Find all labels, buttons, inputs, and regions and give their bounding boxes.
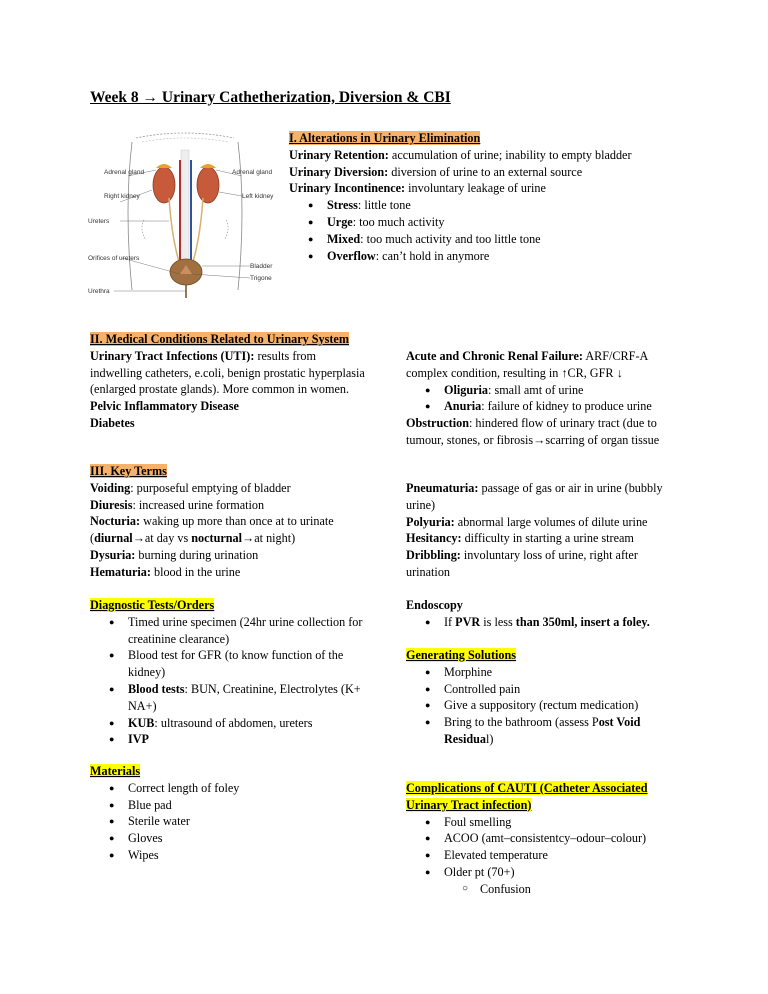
diagram-label-bladder: Bladder [250,263,273,270]
list-item: ● Anuria: failure of kidney to produce urine [406,398,686,415]
section-medical-conditions-left [90,331,370,432]
section-medical-conditions-right [406,348,686,449]
page-title: Week 8 → Urinary Cathetherization, Diversion & CBI [90,89,451,106]
renal-failure-paragraph: Acute and Chronic Renal Failure: ARF/CRF-A complex condition, resulting in ↑CR, GFR ↓ [406,349,648,380]
diagnostic-list [90,614,370,748]
term-nocturia: Nocturia: waking up more than once at to urinate (diurnal→at day vs nocturnal→at night) [90,514,334,546]
list-item: ● ACOO (amt–consistentcy–odour–colour) [406,830,696,847]
section-key-terms-right [406,480,678,581]
section-alterations [289,130,729,264]
term-voiding: Voiding: purposeful emptying of bladder [90,480,291,495]
section-materials [90,763,370,864]
section-diagnostic [90,597,370,748]
section-heading-complications: Complications of CAUTI (Catheter Associated Urinary Tract infection) [406,781,648,812]
pid-line: Pelvic Inflammatory Disease [90,399,239,414]
incontinence-types-list [289,197,729,264]
diagram-label-trigone: Trigone [250,275,272,282]
section-heading-generating: Generating Solutions [406,648,517,662]
term-polyuria: Polyuria: abnormal large volumes of dilute urine [406,514,648,529]
urinary-system-illustration [84,130,274,300]
section-key-terms-left [90,463,370,581]
diagram-label-urethra: Urethra [88,288,110,295]
list-item: ● Older pt (70+) [406,864,696,881]
diagram-label-orifices: Orifices of ureters [88,255,140,262]
section-generating-solutions [406,647,686,748]
list-item: ● Overflow: can’t hold in anymore [289,248,729,265]
line-diversion: Urinary Diversion: diversion of urine to an external source [289,164,583,179]
list-item: ● Oliguria: small amt of urine [406,382,686,399]
diagram-label-right-kidney: Right kidney [104,193,140,200]
list-item: ● Blood test for GFR (to know function of the kidney) [90,647,370,681]
list-item: ● Morphine [406,664,686,681]
list-item: ● Elevated temperature [406,847,696,864]
urinary-system-diagram [84,130,274,300]
list-item: ● Bring to the bathroom (assess Post Void Residual) [406,714,686,748]
generating-list [406,664,686,748]
section-heading-medical-conditions: II. Medical Conditions Related to Urinary System [90,332,349,346]
diagram-label-left-kidney: Left kidney [242,193,274,200]
list-item: ● Urge: too much activity [289,214,729,231]
list-item: ○ Confusion [406,881,696,898]
uti-paragraph: Urinary Tract Infections (UTI): results from indwelling catheters, e.coli, benign prostatic hyperplasia (enlarged prostate glands). More common in women. [90,348,365,397]
list-item: ● Foul smelling [406,814,696,831]
list-item: ● Timed urine specimen (24hr urine collection for creatinine clearance) [90,614,370,648]
section-endoscopy [406,597,696,631]
section-heading-materials: Materials [90,764,141,778]
list-item: ● Controlled pain [406,681,686,698]
diagram-label-ureters: Ureters [88,218,110,225]
list-item: ● Sterile water [90,813,370,830]
renal-failure-list [406,382,686,416]
term-pneumaturia: Pneumaturia: passage of gas or air in urine (bubbly urine) [406,481,663,512]
term-hesitancy: Hesitancy: difficulty in starting a urine stream [406,531,634,546]
materials-list [90,780,370,864]
list-item: ● Wipes [90,847,370,864]
obstruction-paragraph: Obstruction: hindered flow of urinary tract (due to tumour, stones, or fibrosis→scarring of organ tissue [406,416,660,447]
list-item: ● Blue pad [90,797,370,814]
complications-list [406,814,696,898]
diabetes-line: Diabetes [90,415,135,430]
term-dribbling: Dribbling: involuntary loss of urine, right after urination [406,548,638,579]
list-item: ● If PVR is less than 350ml, insert a foley. [406,614,696,631]
section-heading-endoscopy: Endoscopy [406,598,463,612]
term-diuresis: Diuresis: increased urine formation [90,497,265,512]
list-item: ● Blood tests: BUN, Creatinine, Electrolytes (K+ NA+) [90,681,370,715]
line-retention: Urinary Retention: accumulation of urine; inability to empty bladder [289,147,632,162]
line-incontinence: Urinary Incontinence: involuntary leakage of urine [289,181,546,196]
term-dysuria: Dysuria: burning during urination [90,547,259,562]
list-item: ● IVP [90,731,370,748]
list-item: ● Correct length of foley [90,780,370,797]
endoscopy-list [406,614,696,631]
list-item: ● Mixed: too much activity and too little tone [289,231,729,248]
term-hematuria: Hematuria: blood in the urine [90,564,241,579]
diagram-label-adrenal-left: Adrenal gland [104,169,145,176]
list-item: ● Stress: little tone [289,197,729,214]
section-complications [406,780,696,898]
list-item: ● Gloves [90,830,370,847]
list-item: ● KUB: ultrasound of abdomen, ureters [90,715,370,732]
section-heading-key-terms: III. Key Terms [90,464,167,478]
section-heading-alterations: I. Alterations in Urinary Elimination [289,131,481,145]
diagram-label-adrenal-right: Adrenal gland [232,169,273,176]
section-heading-diagnostic: Diagnostic Tests/Orders [90,598,215,612]
list-item: ● Give a suppository (rectum medication) [406,697,686,714]
